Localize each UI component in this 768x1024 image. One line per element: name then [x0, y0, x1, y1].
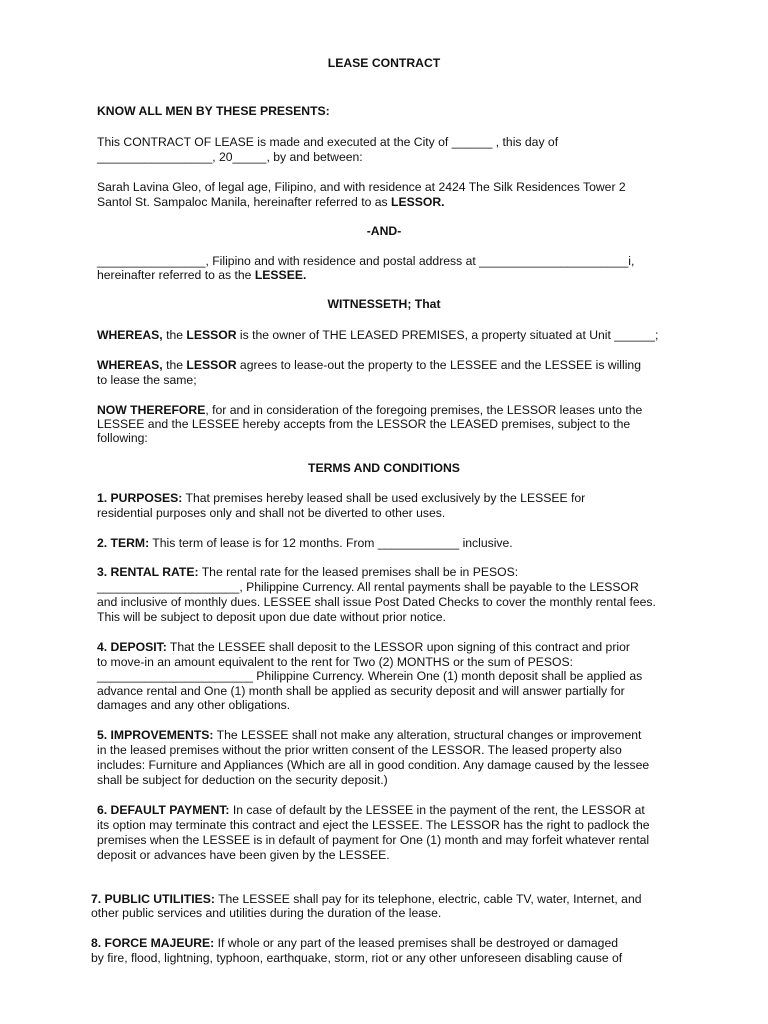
term-7-line-1 [91, 892, 642, 907]
whereas-text: the [162, 328, 187, 342]
term-text: The rental rate for the leased premises shall be in PESOS: [198, 565, 519, 579]
lessee-party-line-1: ________________, Filipino and with residence and postal address at ______________________i, [97, 254, 635, 268]
now-therefore-line-3: following: [97, 431, 148, 445]
term-6-line-4: deposit or advances have been given by the LESSEE. [97, 848, 390, 862]
term-5-line-2: in the leased premises without the prior written consent of the LESSOR. The leased property also [97, 743, 622, 757]
term-heading: 8. FORCE MAJEURE: [91, 936, 215, 950]
know-all-heading: KNOW ALL MEN BY THESE PRESENTS: [97, 104, 330, 118]
term-heading: 1. PURPOSES: [97, 491, 183, 505]
lessee-party-line-2 [97, 268, 306, 283]
term-1-line-1 [97, 491, 585, 506]
term-6-line-3: premises when the LESSEE is in default of payment for One (1) month and may forfeit whatever rental [97, 833, 650, 847]
term-text: If whole or any part of the leased premises shall be destroyed or damaged [214, 936, 619, 950]
term-3-line-2: _____________________, Philippine Currency. All rental payments shall be payable to the LESSOR [97, 580, 639, 594]
term-text: That the LESSEE shall deposit to the LESSOR upon signing of this contract and prior [166, 640, 630, 654]
whereas-1 [97, 328, 658, 343]
term-2-line-1 [97, 536, 513, 551]
lessor-label: LESSOR. [391, 195, 445, 209]
intro-line-1: This CONTRACT OF LEASE is made and executed at the City of ______ , this day of [97, 135, 559, 149]
lessee-label: LESSEE. [254, 268, 307, 282]
term-text: In case of default by the LESSEE in the payment of the rent, the LESSOR at [229, 803, 645, 817]
whereas-2-line-2: to lease the same; [97, 373, 197, 387]
term-4-line-1 [97, 640, 630, 655]
term-5-line-1 [97, 728, 641, 743]
whereas-text: agrees to lease-out the property to the LESSEE and the LESSEE is willing [236, 358, 641, 372]
witnesseth-heading: WITNESSETH; That [327, 297, 441, 311]
lessor-party-text: Santol St. Sampaloc Manila, hereinafter referred to as [97, 195, 392, 209]
lessor-party-line-2 [97, 195, 445, 210]
document-title: LEASE CONTRACT [327, 56, 441, 70]
term-heading: 7. PUBLIC UTILITIES: [91, 892, 215, 906]
term-3-line-4: This will be subject to deposit upon due date without prior notice. [97, 610, 446, 624]
term-8-line-2: by fire, flood, lightning, typhoon, earthquake, storm, riot or any other unforeseen disabling cause of [91, 951, 623, 965]
term-6-line-2: its option may terminate this contract and eject the LESSEE. The LESSOR has the right to padlock the [97, 818, 650, 832]
now-therefore-text: , for and in consideration of the foregoing premises, the LESSOR leases unto the [205, 403, 643, 417]
lessor-label: LESSOR [186, 358, 237, 372]
term-3-line-3: and inclusive of monthly dues. LESSEE shall issue Post Dated Checks to cover the monthly rental fees. [97, 595, 656, 609]
term-text: The LESSEE shall pay for its telephone, electric, cable TV, water, Internet, and [214, 892, 642, 906]
term-5-line-3: includes: Furniture and Appliances (Which are all in good condition. Any damage caused by the lessee [97, 758, 650, 772]
term-5-line-4: shall be subject for deduction on the security deposit.) [97, 773, 388, 787]
lessee-party-text: hereinafter referred to as the [97, 268, 255, 282]
whereas-label: WHEREAS, [97, 358, 163, 372]
terms-heading: TERMS AND CONDITIONS [308, 461, 460, 475]
term-heading: 4. DEPOSIT: [97, 640, 167, 654]
term-heading: 5. IMPROVEMENTS: [97, 728, 214, 742]
term-7-line-2: other public services and utilities during the duration of the lease. [91, 906, 442, 920]
term-8-line-1 [91, 936, 618, 951]
now-therefore-line-2: LESSEE and the LESSEE hereby accepts from the LESSOR the LEASED premises, subject to the [97, 417, 631, 431]
term-4-line-2: to move-in an amount equivalent to the rent for Two (2) MONTHS or the sum of PESOS: [97, 655, 573, 669]
whereas-text: the [162, 358, 187, 372]
whereas-text: is the owner of THE LEASED PREMISES, a property situated at Unit ______; [236, 328, 659, 342]
lessor-party-line-1: Sarah Lavina Gleo, of legal age, Filipino, and with residence at 2424 The Silk Residences Tower 2 [97, 180, 626, 194]
term-heading: 6. DEFAULT PAYMENT: [97, 803, 230, 817]
now-therefore-label: NOW THEREFORE [97, 403, 206, 417]
term-text: The LESSEE shall not make any alteration, structural changes or improvement [213, 728, 642, 742]
term-4-line-3: _______________________ Philippine Currency. Wherein One (1) month deposit shall be applied as [97, 669, 643, 683]
whereas-label: WHEREAS, [97, 328, 163, 342]
term-3-line-1 [97, 565, 518, 580]
term-6-line-1 [97, 803, 645, 818]
term-text: This term of lease is for 12 months. From ____________ inclusive. [149, 536, 513, 550]
now-therefore-line-1 [97, 403, 642, 418]
intro-line-2: _________________, 20_____, by and between: [97, 150, 363, 164]
term-4-line-5: damages and any other obligations. [97, 698, 291, 712]
term-heading: 2. TERM: [97, 536, 150, 550]
term-text: That premises hereby leased shall be used exclusively by the LESSEE for [182, 491, 586, 505]
term-1-line-2: residential purposes only and shall not be diverted to other uses. [97, 506, 446, 520]
lessor-label: LESSOR [186, 328, 237, 342]
whereas-2-line-1 [97, 358, 641, 373]
term-heading: 3. RENTAL RATE: [97, 565, 199, 579]
and-separator: -AND- [366, 224, 402, 238]
term-4-line-4: advance rental and One (1) month shall be applied as security deposit and will answer partially for [97, 684, 625, 698]
